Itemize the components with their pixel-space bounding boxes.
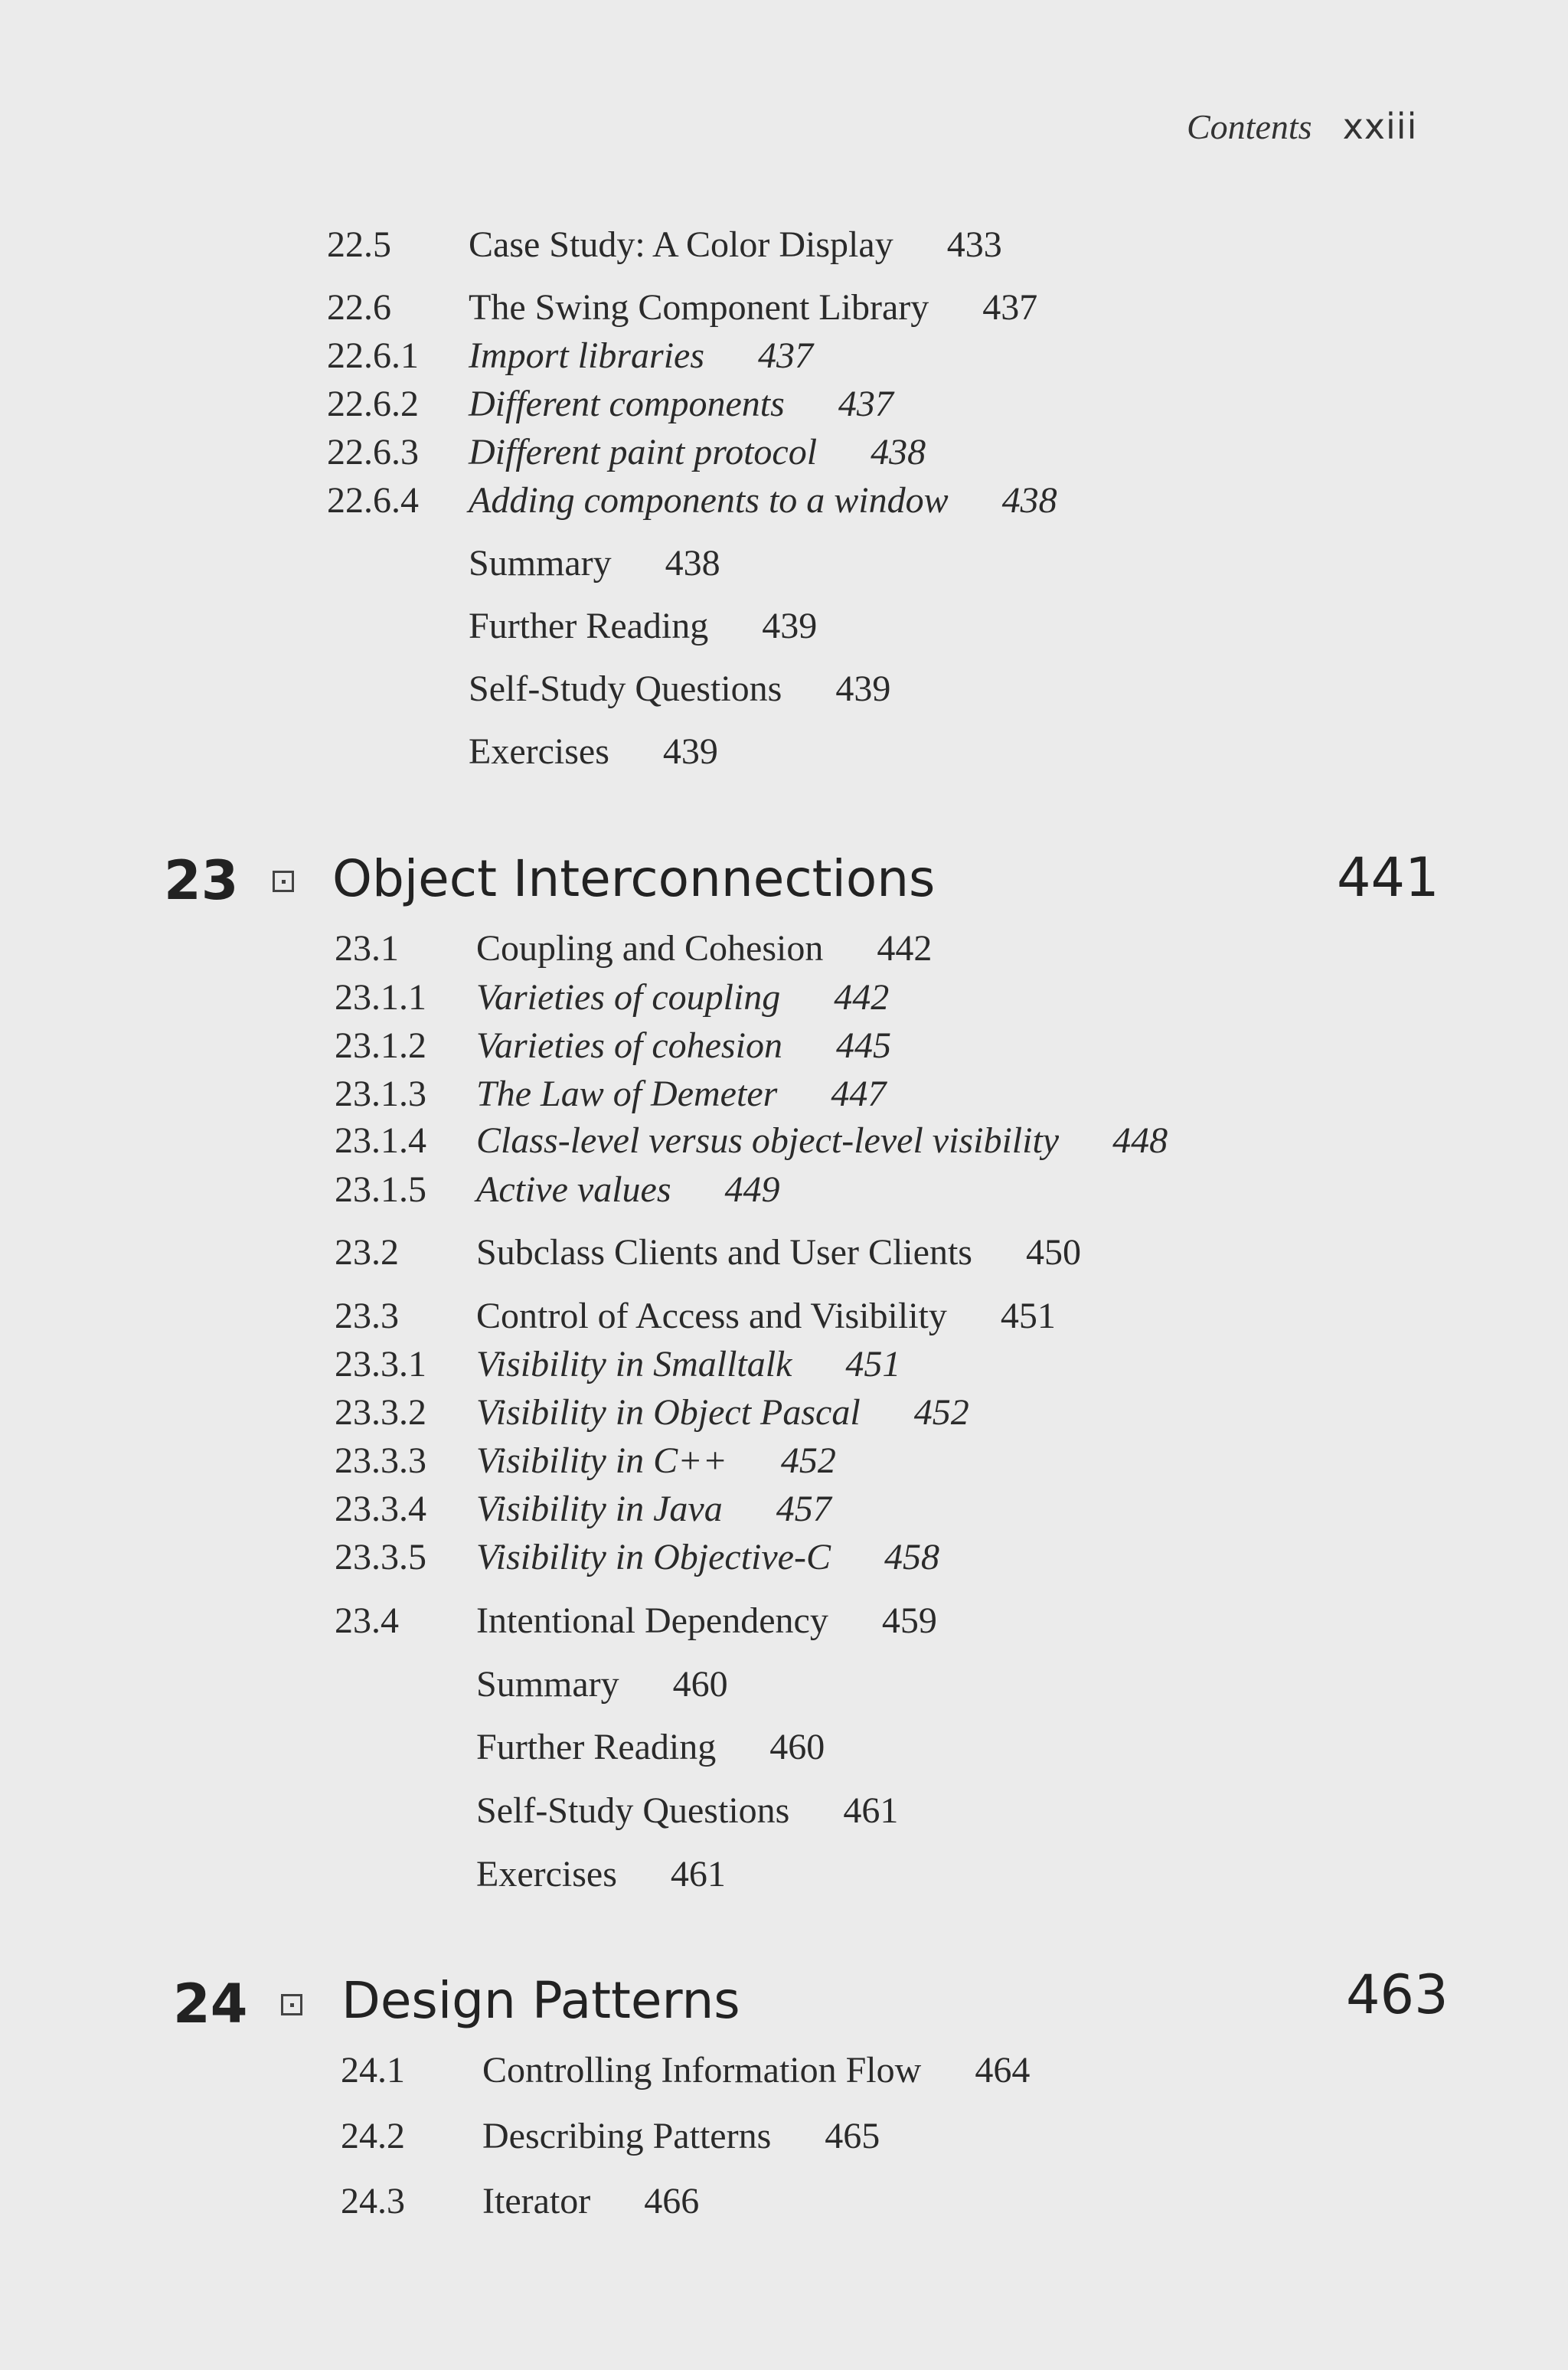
section-title-wrap bbox=[476, 1856, 726, 1893]
section-title-wrap bbox=[482, 2118, 880, 2155]
section-page: 452 bbox=[780, 1440, 836, 1481]
section-page: 458 bbox=[884, 1537, 939, 1577]
section-number: 22.6.1 bbox=[327, 335, 419, 376]
section-title: Varieties of coupling bbox=[476, 977, 781, 1018]
section-title: The Swing Component Library bbox=[469, 287, 929, 328]
section-page: 461 bbox=[843, 1790, 899, 1831]
section-page: 442 bbox=[834, 977, 890, 1018]
section-number: 23.3.1 bbox=[335, 1344, 426, 1384]
chapter-number: 24 bbox=[173, 1973, 248, 2035]
section-title: Case Study: A Color Display bbox=[469, 224, 893, 265]
section-title: Different paint protocol bbox=[469, 432, 818, 472]
section-title: Different components bbox=[469, 384, 785, 424]
section-title-wrap bbox=[469, 608, 817, 645]
section-title: Subclass Clients and User Clients bbox=[476, 1232, 972, 1273]
section-number: 22.5 bbox=[327, 224, 391, 265]
section-number: 23.3.4 bbox=[335, 1489, 426, 1529]
section-title-wrap bbox=[476, 1729, 825, 1766]
section-title: Visibility in Java bbox=[476, 1489, 723, 1529]
section-label: Contents bbox=[1187, 107, 1312, 146]
section-title-wrap bbox=[469, 386, 893, 423]
section-page: 449 bbox=[724, 1169, 780, 1210]
section-page: 460 bbox=[672, 1664, 728, 1705]
section-title: Iterator bbox=[482, 2181, 591, 2221]
section-title: Intentional Dependency bbox=[476, 1600, 828, 1641]
section-title-wrap bbox=[476, 1346, 900, 1383]
chapter-marker-icon bbox=[281, 1994, 302, 2015]
section-page: 439 bbox=[762, 606, 818, 646]
section-title: Active values bbox=[476, 1169, 671, 1210]
section-page: 438 bbox=[871, 432, 926, 472]
section-page: 433 bbox=[946, 224, 1002, 265]
section-title: Varieties of cohesion bbox=[476, 1025, 782, 1066]
section-number: 23.1.4 bbox=[335, 1120, 426, 1161]
section-title-wrap bbox=[476, 1025, 891, 1066]
section-page: 445 bbox=[835, 1025, 891, 1066]
section-title: Self-Study Questions bbox=[476, 1790, 790, 1831]
section-title-wrap bbox=[476, 1600, 937, 1641]
section-title: Summary bbox=[476, 1664, 619, 1705]
section-title: Controlling Information Flow bbox=[482, 2050, 922, 2091]
section-number: 24.3 bbox=[341, 2181, 405, 2221]
section-number: 22.6.4 bbox=[327, 480, 419, 521]
section-title-wrap bbox=[476, 1234, 1081, 1271]
section-page: 438 bbox=[665, 543, 720, 584]
section-page: 450 bbox=[1025, 1232, 1081, 1273]
section-title-wrap bbox=[469, 671, 890, 708]
section-title-wrap bbox=[469, 224, 1002, 265]
section-page: 448 bbox=[1112, 1120, 1168, 1161]
section-title: Self-Study Questions bbox=[469, 669, 782, 709]
section-page: 460 bbox=[769, 1727, 825, 1767]
section-title-wrap bbox=[476, 1440, 836, 1481]
section-page: 452 bbox=[913, 1392, 969, 1433]
section-title: Further Reading bbox=[476, 1727, 717, 1767]
section-page: 459 bbox=[881, 1600, 937, 1641]
chapter-23-heading[interactable] bbox=[0, 846, 1568, 923]
section-title-wrap bbox=[476, 1790, 899, 1831]
section-title-wrap bbox=[476, 1491, 831, 1528]
section-title-wrap bbox=[476, 1394, 969, 1431]
section-page: 461 bbox=[670, 1854, 726, 1894]
section-title-wrap bbox=[469, 545, 720, 582]
section-page: 442 bbox=[877, 928, 933, 969]
section-number: 23.1 bbox=[335, 928, 399, 969]
section-title-wrap bbox=[469, 482, 1057, 519]
section-page: 451 bbox=[845, 1344, 901, 1384]
chapter-page: 441 bbox=[1337, 846, 1439, 909]
section-title: Control of Access and Visibility bbox=[476, 1296, 947, 1336]
section-number: 23.1.5 bbox=[335, 1169, 426, 1210]
section-title-wrap bbox=[469, 335, 814, 376]
section-page: 437 bbox=[838, 384, 893, 424]
section-title-wrap bbox=[469, 434, 926, 471]
chapter-page: 463 bbox=[1346, 1963, 1449, 2026]
section-title-wrap bbox=[476, 1169, 780, 1210]
section-number: 23.3.2 bbox=[335, 1392, 426, 1433]
section-page: 465 bbox=[825, 2116, 880, 2156]
section-number: 24.2 bbox=[341, 2116, 405, 2156]
section-page: 437 bbox=[758, 335, 814, 376]
chapter-marker-icon bbox=[273, 871, 294, 892]
section-title: Exercises bbox=[476, 1854, 617, 1894]
section-number: 23.3.5 bbox=[335, 1537, 426, 1577]
section-page: 457 bbox=[776, 1489, 831, 1529]
section-title-wrap bbox=[476, 1298, 1056, 1335]
chapter-title: Design Patterns bbox=[341, 1971, 740, 2030]
page-number: xxiii bbox=[1342, 106, 1418, 147]
section-title: Class-level versus object-level visibility bbox=[476, 1120, 1060, 1161]
section-title: The Law of Demeter bbox=[476, 1074, 778, 1114]
section-title-wrap bbox=[469, 289, 1037, 326]
section-number: 24.1 bbox=[341, 2050, 405, 2091]
chapter-24-heading[interactable] bbox=[0, 1963, 1568, 2045]
section-title: Visibility in Smalltalk bbox=[476, 1344, 792, 1384]
section-title: Visibility in Objective-C bbox=[476, 1537, 831, 1577]
section-page: 439 bbox=[835, 669, 891, 709]
running-header bbox=[1187, 106, 1417, 147]
section-page: 447 bbox=[831, 1074, 887, 1114]
section-title-wrap bbox=[476, 1076, 886, 1113]
section-title: Further Reading bbox=[469, 606, 709, 646]
section-number: 23.1.3 bbox=[335, 1074, 426, 1114]
section-page: 438 bbox=[1001, 480, 1057, 521]
section-title: Import libraries bbox=[469, 335, 705, 376]
section-title-wrap bbox=[476, 1120, 1168, 1161]
section-page: 464 bbox=[975, 2050, 1031, 2091]
section-page: 439 bbox=[662, 731, 718, 772]
section-number: 23.1.2 bbox=[335, 1025, 426, 1066]
section-number: 22.6.2 bbox=[327, 384, 419, 424]
section-page: 437 bbox=[982, 287, 1038, 328]
section-title-wrap bbox=[476, 930, 932, 967]
section-title-wrap bbox=[476, 1666, 728, 1703]
chapter-title: Object Interconnections bbox=[332, 849, 936, 908]
section-title: Visibility in Object Pascal bbox=[476, 1392, 861, 1433]
section-title: Describing Patterns bbox=[482, 2116, 772, 2156]
section-title: Coupling and Cohesion bbox=[476, 928, 824, 969]
section-title: Summary bbox=[469, 543, 612, 584]
section-number: 23.1.1 bbox=[335, 977, 426, 1018]
section-title-wrap bbox=[476, 1539, 939, 1576]
section-number: 22.6 bbox=[327, 287, 391, 328]
section-number: 23.4 bbox=[335, 1600, 399, 1641]
section-title: Exercises bbox=[469, 731, 609, 772]
section-page: 466 bbox=[644, 2181, 700, 2221]
section-page: 451 bbox=[1000, 1296, 1056, 1336]
section-title-wrap bbox=[482, 2052, 1030, 2089]
section-title-wrap bbox=[469, 731, 718, 772]
section-title: Visibility in C++ bbox=[476, 1440, 727, 1481]
section-number: 23.2 bbox=[335, 1232, 399, 1273]
section-title-wrap bbox=[482, 2183, 699, 2220]
chapter-number: 23 bbox=[164, 849, 239, 912]
section-title-wrap bbox=[476, 979, 889, 1016]
section-number: 22.6.3 bbox=[327, 432, 419, 472]
section-number: 23.3.3 bbox=[335, 1440, 426, 1481]
section-number: 23.3 bbox=[335, 1296, 399, 1336]
section-title: Adding components to a window bbox=[469, 480, 949, 521]
